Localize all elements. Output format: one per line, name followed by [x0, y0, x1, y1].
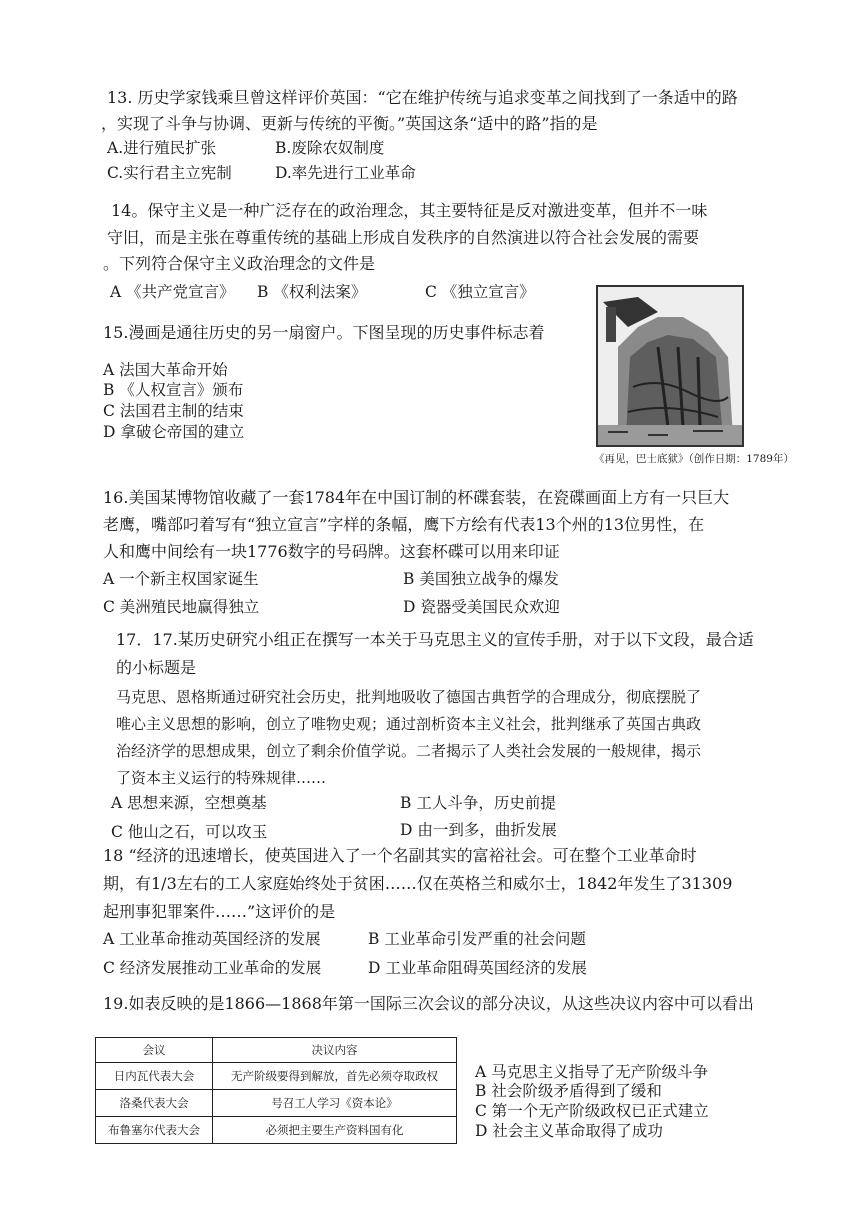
q13-option-d: D.率先进行工业革命: [275, 164, 416, 182]
table-cell-meeting: 日内瓦代表大会: [96, 1063, 213, 1090]
table-row: [96, 1063, 457, 1090]
q19-option-c: C 第一个无产阶级政权已正式建立: [475, 1102, 709, 1120]
q13-option-a: A.进行殖民扩张: [107, 139, 217, 157]
q19-option-d: D 社会主义革命取得了成功: [475, 1122, 663, 1140]
q17-passage-line2: 唯心主义思想的影响，创立了唯物史观；通过剖析资本主义社会，批判继承了英国古典政: [116, 715, 702, 733]
q13-stem-line2: ，实现了斗争与协调、更新与传统的平衡。”英国这条“适中的路”指的是: [101, 114, 598, 133]
q17-option-d: D 由一到多，曲折发展: [400, 821, 557, 839]
q15-stem: 15.漫画是通往历史的另一扇窗户。下图呈现的历史事件标志着: [103, 323, 545, 342]
q14-option-b: B 《权利法案》: [257, 283, 367, 301]
table-cell-content: 号召工人学习《资本论》: [213, 1090, 457, 1117]
q16-option-a: A 一个新主权国家诞生: [103, 570, 259, 588]
q17-passage-line4: 了资本主义运行的特殊规律……: [116, 769, 327, 787]
table-header-content: 决议内容: [213, 1038, 457, 1063]
q14-stem-line2: 守旧，而是主张在尊重传统的基础上形成自发秩序的自然演进以符合社会发展的需要: [107, 228, 700, 247]
cartoon-caption: 《再见，巴士底狱》（创作日期：1789年）: [594, 453, 794, 465]
table-header-row: [96, 1038, 457, 1063]
q13-stem-line1: 13. 历史学家钱乘旦曾这样评价英国：“它在维护传统与追求变革之间找到了一条适中的路: [107, 88, 738, 107]
q18-option-c: C 经济发展推动工业革命的发展: [103, 959, 322, 977]
q17-option-c: C 他山之石，可以攻玉: [111, 823, 268, 841]
q19-option-b: B 社会阶级矛盾得到了缓和: [475, 1082, 662, 1100]
q16-option-d: D 瓷器受美国民众欢迎: [403, 598, 560, 616]
q16-stem-line2: 老鹰，嘴部叼着写有“独立宣言”字样的条幅，鹰下方绘有代表13个州的13位男性，在: [103, 515, 705, 534]
q18-option-a: A 工业革命推动英国经济的发展: [103, 930, 321, 948]
q19-stem: 19.如表反映的是1866—1868年第一国际三次会议的部分决议，从这些决议内容中可以看出: [103, 994, 754, 1013]
q13-option-c: C.实行君主立宪制: [107, 164, 232, 182]
bastille-cartoon-image: [596, 285, 744, 447]
q19-option-a: A 马克思主义指导了无产阶级斗争: [475, 1063, 709, 1081]
q17-passage-line3: 治经济学的思想成果，创立了剩余价值学说。二者揭示了人类社会发展的一般规律，揭示: [116, 742, 702, 760]
q15-option-d: D 拿破仑帝国的建立: [103, 423, 245, 441]
q18-stem-line3: 起刑事犯罪案件……”这评价的是: [103, 902, 336, 921]
q14-option-a: A 《共产党宣言》: [110, 283, 235, 301]
q17-option-a: A 思想来源，空想奠基: [111, 794, 267, 812]
table-cell-meeting: 布鲁塞尔代表大会: [96, 1117, 213, 1144]
table-cell-content: 必须把主要生产资料国有化: [213, 1117, 457, 1144]
q16-stem-line1: 16.美国某博物馆收藏了一套1784年在中国订制的杯碟套装，在瓷碟画面上方有一只巨大: [103, 488, 730, 507]
q15-option-c: C 法国君主制的结束: [103, 402, 244, 420]
q16-option-c: C 美洲殖民地赢得独立: [103, 598, 260, 616]
q18-option-d: D 工业革命阻碍英国经济的发展: [368, 959, 587, 977]
resolution-table: [95, 1037, 457, 1144]
table-header-meeting: 会议: [96, 1038, 213, 1063]
q17-stem-line2: 的小标题是: [116, 658, 197, 677]
table-cell-content: 无产阶级要得到解放，首先必须夺取政权: [213, 1063, 457, 1090]
table-row: [96, 1090, 457, 1117]
q14-stem-line1: 14。保守主义是一种广泛存在的政治理念，其主要特征是反对激进变革，但并不一味: [111, 201, 708, 220]
q13-option-b: B.废除农奴制度: [275, 139, 385, 157]
q16-stem-line3: 人和鹰中间绘有一块1776数字的号码牌。这套杯碟可以用来印证: [103, 542, 560, 561]
q17-option-b: B 工人斗争，历史前提: [400, 794, 556, 812]
table-row: [96, 1117, 457, 1144]
q17-stem-line1: 17．17.某历史研究小组正在撰写一本关于马克思主义的宣传手册，对于以下文段，最合适: [116, 630, 754, 649]
q18-option-b: B 工业革命引发严重的社会问题: [368, 930, 586, 948]
q14-stem-line3: 。下列符合保守主义政治理念的文件是: [103, 254, 376, 273]
q14-option-c: C 《独立宣言》: [425, 283, 535, 301]
q15-option-b: B 《人权宣言》颁布: [103, 381, 244, 399]
bastille-cartoon-drawing: [598, 287, 742, 445]
table-cell-meeting: 洛桑代表大会: [96, 1090, 213, 1117]
q18-stem-line2: 期，有1/3左右的工人家庭始终处于贫困……仅在英格兰和威尔士，1842年发生了31309: [103, 874, 733, 893]
q18-stem-line1: 18 “经济的迅速增长，使英国进入了一个名副其实的富裕社会。可在整个工业革命时: [103, 846, 697, 865]
q17-passage-line1: 马克思、恩格斯通过研究社会历史，批判地吸收了德国古典哲学的合理成分，彻底摆脱了: [116, 688, 702, 706]
q16-option-b: B 美国独立战争的爆发: [403, 570, 559, 588]
q15-option-a: A 法国大革命开始: [103, 361, 228, 379]
